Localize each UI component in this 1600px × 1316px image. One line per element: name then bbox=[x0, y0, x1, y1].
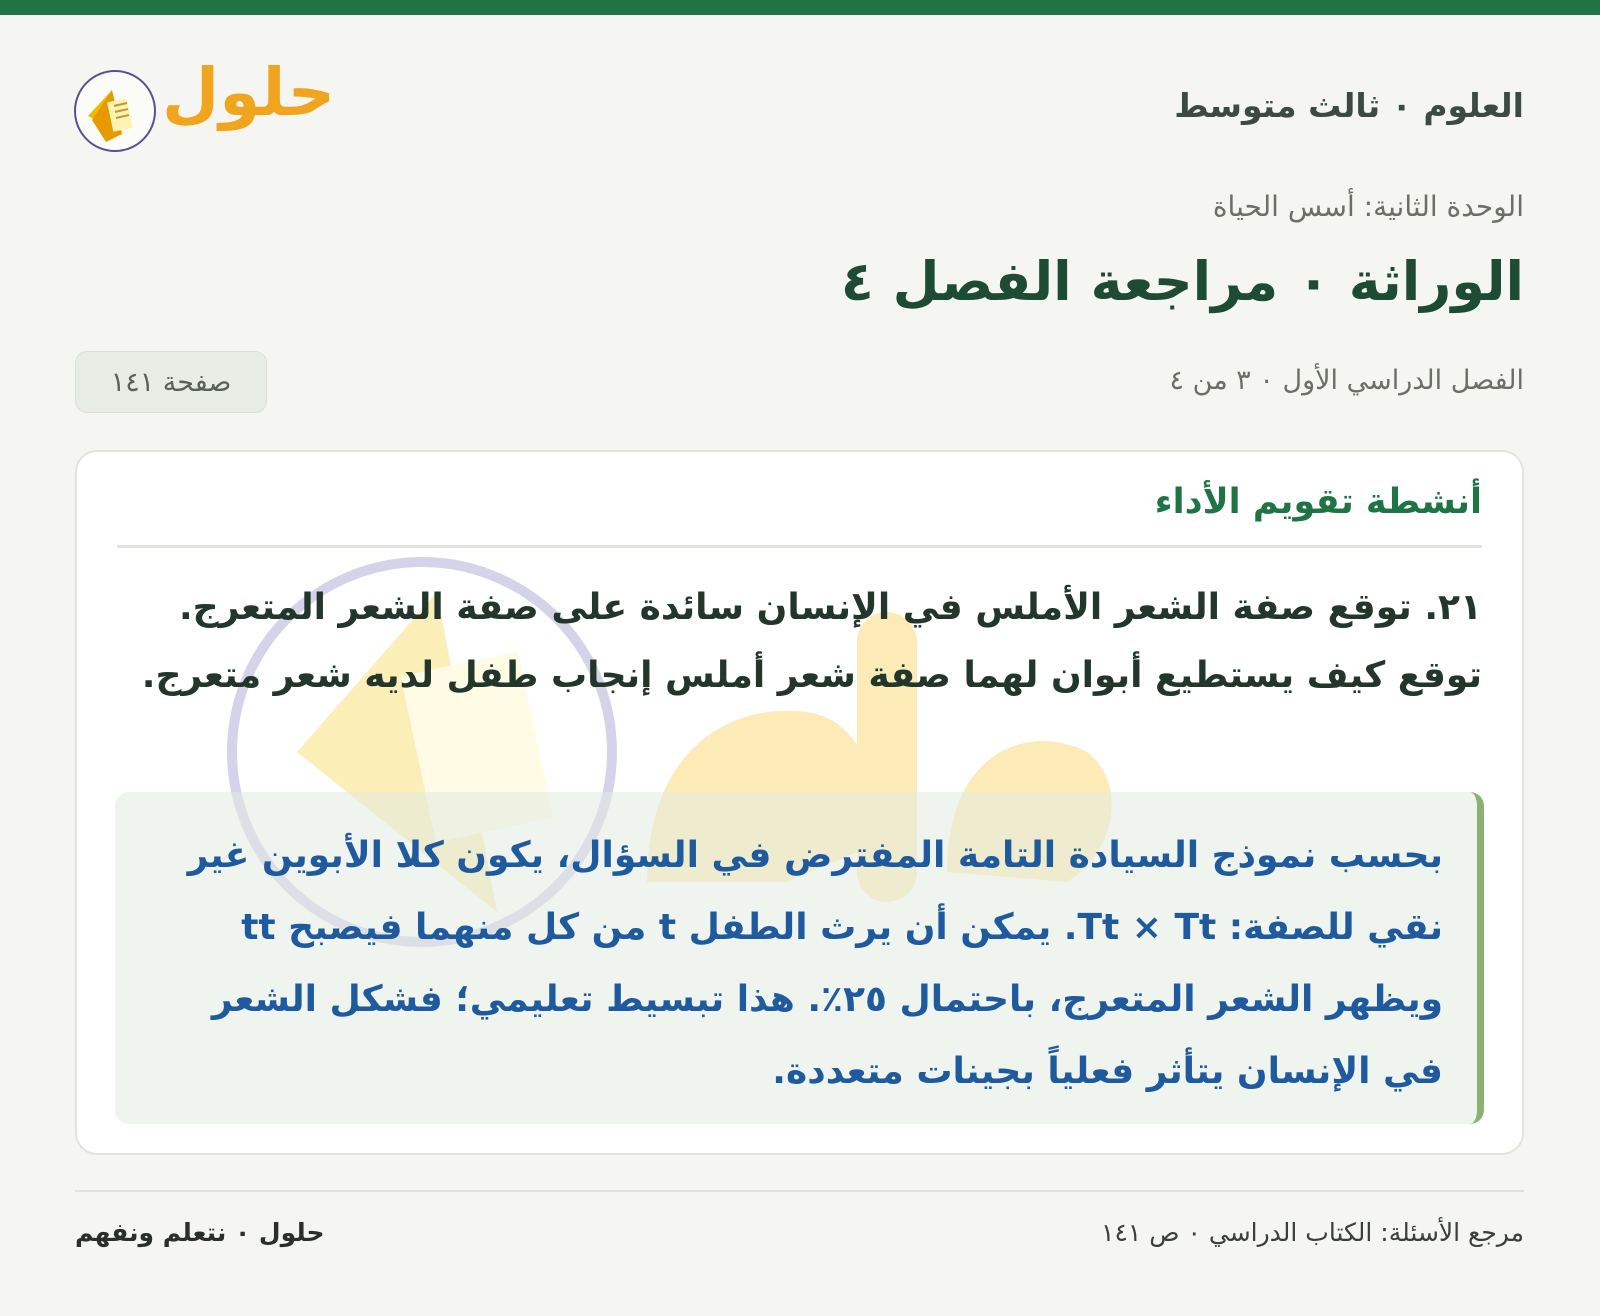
logo-text: حلول bbox=[162, 54, 336, 131]
footer-brand: حلول ٠ نتعلم ونفهم bbox=[75, 1218, 325, 1247]
question-text: ٢١. توقع صفة الشعر الأملس في الإنسان سائدة على صفة الشعر المتعرج. توقع كيف يستطيع أبوان لهما صفة شعر أملس إنجاب طفل لديه شعر متعرج. bbox=[141, 587, 1482, 696]
page-number-badge: صفحة ١٤١ bbox=[75, 351, 267, 413]
site-logo[interactable] bbox=[72, 52, 352, 162]
answer-box bbox=[115, 792, 1484, 1124]
subject-grade-label: العلوم ٠ ثالث متوسط bbox=[1174, 86, 1524, 125]
book-in-circle-icon bbox=[74, 70, 156, 152]
footer-divider bbox=[75, 1190, 1524, 1192]
semester-label: الفصل الدراسي الأول ٠ ٣ من ٤ bbox=[1169, 365, 1524, 396]
question-card bbox=[75, 450, 1524, 1155]
top-accent-bar bbox=[0, 0, 1600, 15]
unit-label: الوحدة الثانية: أسس الحياة bbox=[1212, 190, 1524, 223]
questions-reference: مرجع الأسئلة: الكتاب الدراسي ٠ ص ١٤١ bbox=[1101, 1218, 1524, 1247]
answer-text: بحسب نموذج السيادة التامة المفترض في السؤال، يكون كلا الأبوين غير نقي للصفة: Tt × Tt. يمكن أن يرث الطفل t من كل منهما فيصبح tt ويظهر الشعر المتعرج، باحتمال ٢٥٪. هذا تبسيط تعليمي؛ فشكل الشعر في الإنسان يتأثر فعلياً بجينات متعددة. bbox=[187, 835, 1443, 1092]
section-heading: أنشطة تقويم الأداء bbox=[117, 482, 1482, 548]
page-title: الوراثة ٠ مراجعة الفصل ٤ bbox=[840, 250, 1524, 313]
